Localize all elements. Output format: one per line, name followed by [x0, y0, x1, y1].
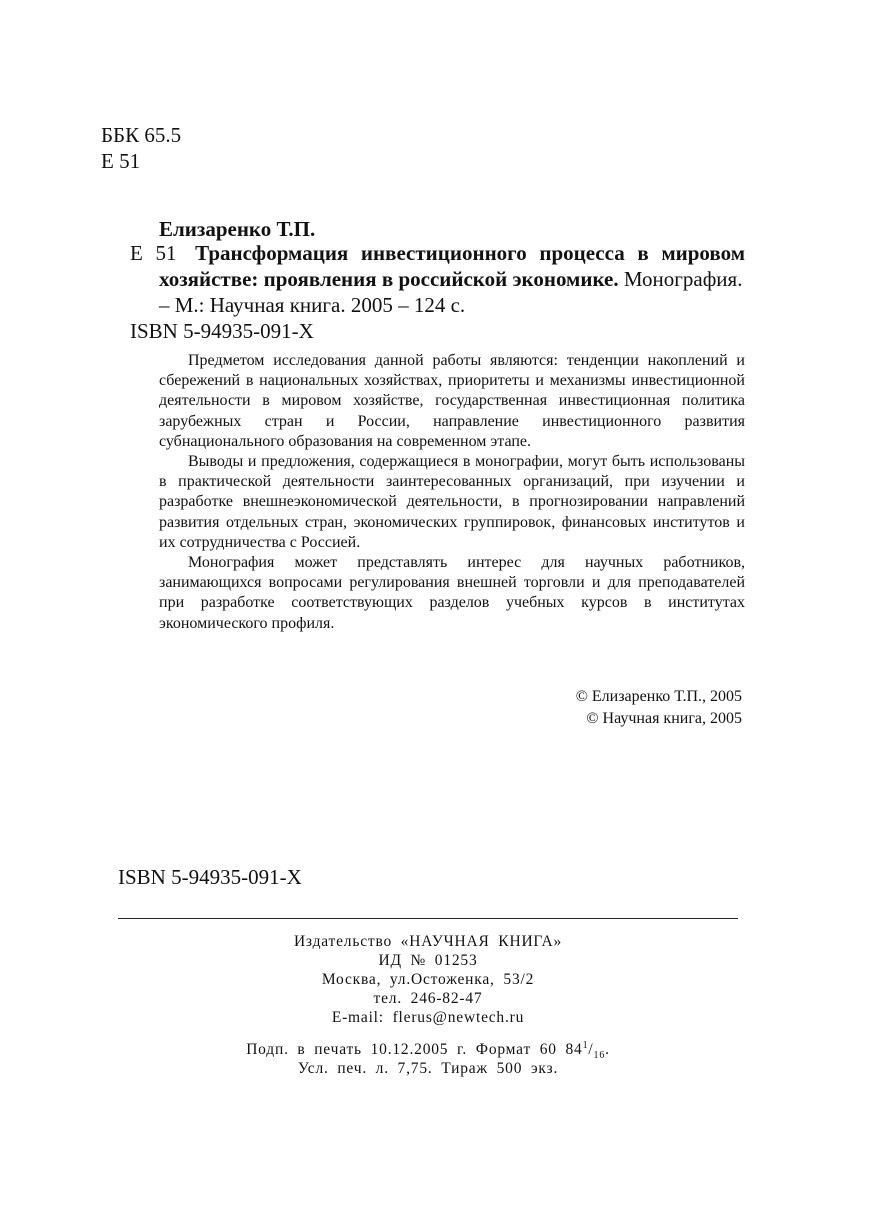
annotation: [159, 351, 745, 634]
print-signed-line: Подп. в печать 10.12.2005 г. Формат 60 $84^1/_{16}$.: [246, 1039, 610, 1062]
print-signed-text: Подп. в печать 10.12.2005 г. Формат 60 84: [246, 1041, 583, 1058]
author-name: Елизаренко Т.П.: [159, 217, 316, 241]
print-run-line: Усл. печ. л. 7,75. Тираж 500 экз.: [297, 1060, 559, 1077]
entry-title-wrap: [130, 240, 745, 292]
copyright-publisher: © Научная книга, 2005: [586, 710, 742, 727]
annotation-paragraph: Предметом исследования данной работы являются: тенденции накоплений и сбережений в национальных хозяйствах, приоритеты и механизмы инвестиционной деятельности в мировом хозяйстве, государственная инвестиционная политика зарубежных стран и России, направление инвестиционного развития субнационального образования на современном этапе.: [159, 352, 745, 450]
divider: [118, 918, 738, 919]
isbn-entry: ISBN 5-94935-091-X: [130, 319, 314, 343]
format-denominator: 16: [593, 1050, 606, 1062]
entry-code: Е 51: [130, 241, 177, 265]
publisher-address: Москва, ул.Остоженка, 53/2: [321, 971, 535, 988]
isbn-footer: ISBN 5-94935-091-X: [118, 865, 302, 889]
book-type: Монография.: [623, 267, 743, 291]
format-numerator: 1: [582, 1039, 589, 1051]
bbk-code: ББК 65.5: [101, 123, 182, 147]
publisher-info: [118, 932, 738, 1027]
book-title: Трансформация инвестиционного процесса в мировом хозяйстве: проявления в российской экономике.: [159, 241, 746, 291]
bibliographic-entry: [130, 240, 745, 318]
annotation-paragraph: Выводы и предложения, содержащиеся в монографии, могут быть использованы в практической деятельности заинтересованных организаций, при изучении и разработке внешнеэкономической деятельности, в прогнозировании направлений развития отдельных стран, экономических группировок, финансовых институтов и их сотрудничества с Россией.: [159, 453, 745, 551]
annotation-paragraph: Монография может представлять интерес для научных работников, занимающихся вопросами регулирования внешней торговли и для преподавателей при разработке соответствующих разделов учебных курсов в институтах экономического профиля.: [159, 554, 745, 632]
author-sign-code: Е 51: [101, 149, 141, 173]
copyright-author: © Елизаренко Т.П., 2005: [575, 688, 742, 705]
publisher-email: E-mail: flerus@newtech.ru: [331, 1009, 525, 1026]
imprint-line: – М.: Научная книга. 2005 – 124 с.: [159, 293, 466, 317]
publisher-id: ИД № 01253: [378, 952, 478, 969]
publisher-name: Издательство «НАУЧНАЯ КНИГА»: [293, 933, 563, 950]
publisher-phone: тел. 246-82-47: [373, 990, 483, 1007]
print-info: [118, 1040, 738, 1078]
